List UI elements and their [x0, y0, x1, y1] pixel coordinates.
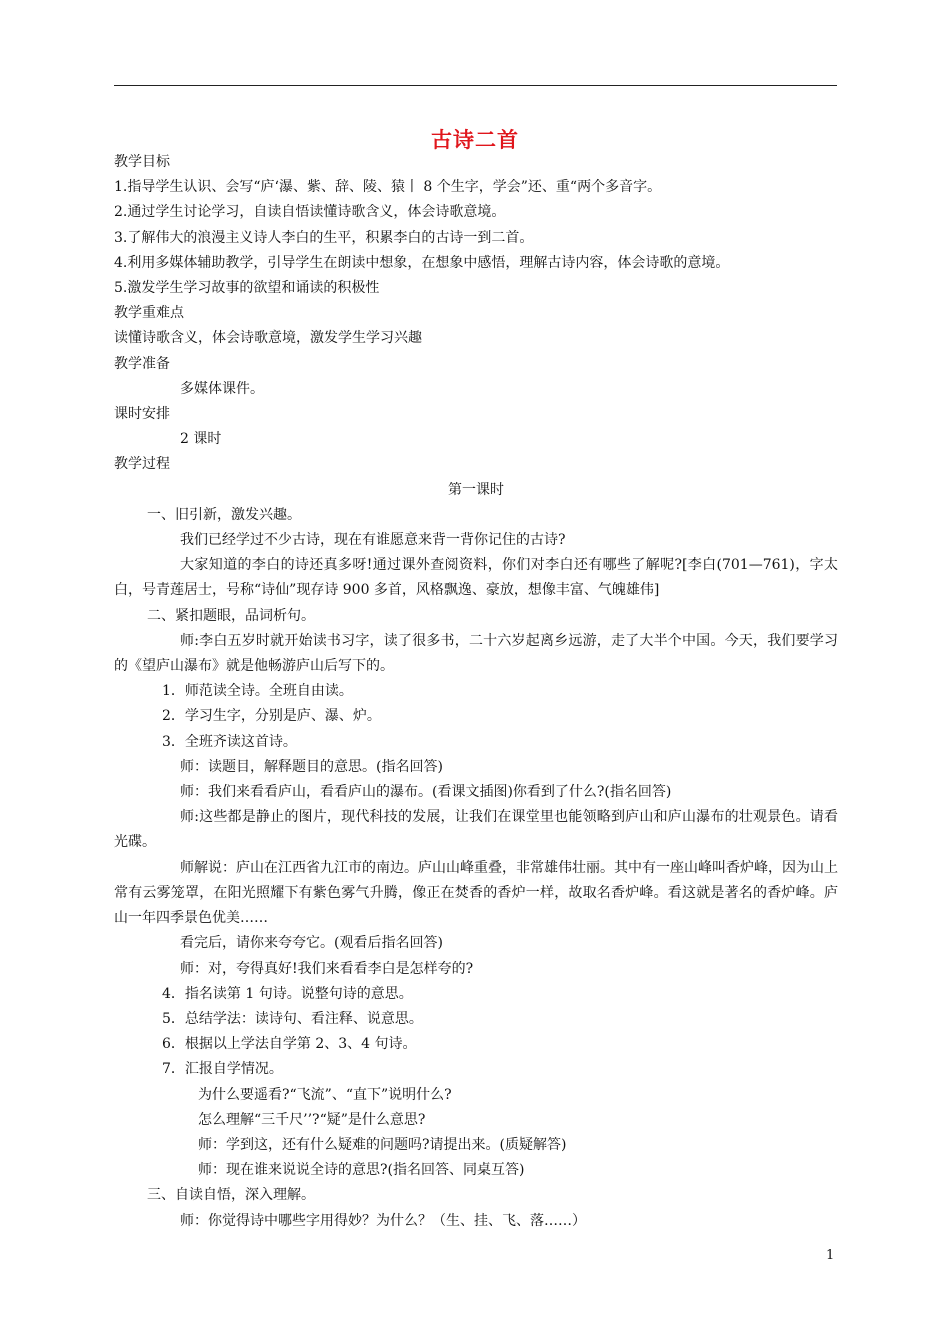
paragraph: 师:李白五岁时就开始读书习字，读了很多书，二十六岁起离乡远游，走了大半个中国。今天，我们要学习的《望庐山瀑布》就是他畅游庐山后写下的。: [114, 632, 838, 675]
document-body: [114, 150, 838, 1234]
sub-item: 怎么理解“三千尺’’?“疑”是什么意思?: [198, 1111, 426, 1128]
objective-item: 3.了解伟大的浪漫主义诗人李白的生平，积累李白的古诗一到二首。: [114, 229, 534, 246]
section-heading: 三、自读自悟，深入理解。: [147, 1187, 315, 1204]
objective-item: 5.激发学生学习故事的欲望和诵读的积极性: [114, 280, 380, 297]
step-item: 7．汇报自学情况。: [162, 1061, 283, 1078]
sub-item: 为什么要遥看?“飞流”、“直下”说明什么?: [198, 1086, 452, 1103]
objective-item: 1.指导学生认识、会写“庐‘瀑、紫、辞、陵、猿丨 8 个生字，学会”还、重“两个多音字。: [114, 179, 662, 196]
paragraph: 师:这些都是静止的图片，现代科技的发展，让我们在课堂里也能领略到庐山和庐山瀑布的壮观景色。请看光碟。: [114, 809, 838, 851]
schedule-text: 2 课时: [180, 431, 222, 448]
step-item: 6．根据以上学法自学第 2、3、4 句诗。: [162, 1036, 417, 1053]
key-points-text: 读懂诗歌含义，体会诗歌意境，激发学生学习兴趣: [114, 330, 422, 347]
lesson-one-heading: 第一课时: [448, 481, 504, 498]
heading-objectives: 教学目标: [114, 154, 170, 170]
paragraph: 师：你觉得诗中哪些字用得妙？为什么？（生、挂、飞、落……）: [180, 1212, 586, 1229]
paragraph: 师：读题目，解释题目的意思。(指名回答): [180, 758, 443, 775]
paragraph: 大家知道的李白的诗还真多呀!通过课外查阅资料，你们对李白还有哪些了解呢?[李白(701—761)，字太白，号青莲居士，号称“诗仙”现存诗 900 多首，风格飘逸、豪放，想像丰富、气魄雄伟]: [114, 557, 838, 599]
step-item: 3．全班齐读这首诗。: [162, 733, 297, 750]
paragraph: 我们已经学过不少古诗，现在有谁愿意来背一背你记住的古诗?: [180, 532, 566, 549]
section-heading: 一、旧引新，激发兴趣。: [147, 506, 301, 523]
objective-item: 2.通过学生讨论学习，自读自悟读懂诗歌含义，体会诗歌意境。: [114, 204, 506, 221]
page-number: 1: [826, 1248, 835, 1263]
heading-process: 教学过程: [114, 456, 170, 473]
objective-item: 4.利用多媒体辅助教学，引导学生在朗读中想象，在想象中感悟，理解古诗内容，体会诗歌的意境。: [114, 254, 730, 271]
paragraph: 师：对，夸得真好!我们来看看李白是怎样夸的?: [180, 960, 474, 977]
sub-item: 师：现在谁来说说全诗的意思?(指名回答、同桌互答): [198, 1162, 525, 1179]
document-title: 古诗二首: [431, 127, 519, 152]
paragraph: 师：我们来看看庐山，看看庐山的瀑布。(看课文插图)你看到了什么?(指名回答): [180, 784, 672, 801]
preparation-text: 多媒体课件。: [180, 380, 264, 397]
sub-item: 师：学到这，还有什么疑难的问题吗?请提出来。(质疑解答): [198, 1136, 567, 1153]
step-item: 1．师范读全诗。全班自由读。: [162, 683, 353, 700]
step-item: 4．指名读第 1 句诗。说整句诗的意思。: [162, 985, 413, 1002]
header-rule: [114, 85, 837, 86]
paragraph: 看完后，请你来夸夸它。(观看后指名回答): [180, 935, 443, 952]
paragraph: 师解说：庐山在江西省九江市的南边。庐山山峰重叠，非常雄伟壮丽。其中有一座山峰叫香炉峰，因为山上常有云雾笼罩，在阳光照耀下有紫色雾气升腾，像正在焚香的香炉一样，故取名香炉峰。看这就是著名的香炉峰。庐山一年四季景色优美……: [114, 859, 838, 927]
heading-preparation: 教学准备: [114, 355, 170, 372]
heading-key-points: 教学重难点: [114, 305, 184, 322]
heading-schedule: 课时安排: [114, 406, 170, 423]
step-item: 2．学习生字，分别是庐、瀑、炉。: [162, 708, 381, 725]
section-heading: 二、紧扣题眼，品词析句。: [147, 607, 315, 624]
step-item: 5．总结学法：读诗句、看注释、说意思。: [162, 1010, 423, 1027]
